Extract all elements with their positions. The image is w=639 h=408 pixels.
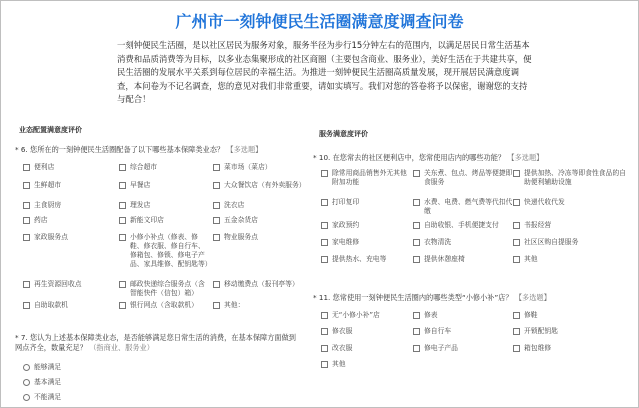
option-q7-3[interactable]: 不能满足 bbox=[23, 393, 113, 402]
checkbox[interactable] bbox=[213, 182, 220, 189]
checkbox[interactable] bbox=[213, 202, 220, 209]
checkbox[interactable] bbox=[513, 199, 520, 206]
radio[interactable] bbox=[23, 379, 30, 386]
intro-text: 一刻钟便民生活圈，是以社区居民为服务对象，服务半径为步行15分钟左右的范围内，以满足居民日常生活基本消费和品质消费等为目标，以多业态集聚形成的社区商圈（主要包含商业、服务业），美好生活在于共建共享，便民生活圈的发展水平关系到每位居民的幸福生活。为推进一刻钟便民生活圈高质量发展，现开展居民满意度调查，本问卷为不记名调查，您的意见对我们非常重要，请如实填写。我们对您的答卷将予以保密，谢谢您的支持与配合！ bbox=[117, 40, 532, 105]
question-10 bbox=[313, 153, 633, 163]
checkbox[interactable] bbox=[321, 328, 328, 335]
option-q6-13[interactable]: 家政服务点 bbox=[23, 233, 113, 242]
section-title-right: 服务满意度评价 bbox=[319, 130, 368, 138]
option-q11-1[interactable]: 无“小修小补”店 bbox=[321, 311, 409, 320]
option-q6-3[interactable]: 菜市场（菜店） bbox=[213, 163, 305, 172]
checkbox[interactable] bbox=[321, 256, 328, 263]
checkbox[interactable] bbox=[119, 234, 126, 241]
checkbox[interactable] bbox=[23, 202, 30, 209]
option-q10-5[interactable]: 水费、电费、燃气费等代扣代缴 bbox=[413, 198, 513, 216]
checkbox[interactable] bbox=[413, 312, 420, 319]
checkbox[interactable] bbox=[321, 345, 328, 352]
option-q11-4[interactable]: 修衣服 bbox=[321, 327, 409, 336]
checkbox[interactable] bbox=[321, 222, 328, 229]
option-q6-19[interactable]: 自助取款机 bbox=[23, 301, 113, 310]
option-q10-4[interactable]: 打印复印 bbox=[321, 198, 409, 207]
checkbox[interactable] bbox=[213, 164, 220, 171]
option-q10-7[interactable]: 家政预约 bbox=[321, 221, 409, 230]
option-q6-20[interactable]: 银行网点（含取款机） bbox=[119, 301, 209, 310]
option-q11-6[interactable]: 开锁配钥匙 bbox=[513, 327, 631, 336]
checkbox[interactable] bbox=[321, 312, 328, 319]
question-10-text: 在您常去的社区便利店中，您常使用店内的哪些功能？ bbox=[332, 153, 506, 162]
option-q6-15[interactable]: 物业服务点 bbox=[213, 233, 305, 242]
option-q6-16[interactable]: 再生资源回收点 bbox=[23, 280, 113, 289]
checkbox[interactable] bbox=[513, 239, 520, 246]
checkbox[interactable] bbox=[413, 199, 420, 206]
checkbox[interactable] bbox=[513, 222, 520, 229]
checkbox[interactable] bbox=[23, 164, 30, 171]
option-q10-14[interactable]: 提供休憩座椅 bbox=[413, 255, 513, 264]
checkbox[interactable] bbox=[321, 199, 328, 206]
option-q7-2[interactable]: 基本满足 bbox=[23, 378, 113, 387]
option-q6-9[interactable]: 洗衣店 bbox=[213, 201, 305, 210]
question-6 bbox=[15, 145, 305, 155]
checkbox[interactable] bbox=[119, 281, 126, 288]
option-q11-10[interactable]: 其他 bbox=[321, 360, 409, 369]
option-q11-3[interactable]: 修鞋 bbox=[513, 311, 631, 320]
option-q10-12[interactable]: 社区区购自提服务 bbox=[513, 238, 631, 247]
checkbox[interactable] bbox=[119, 217, 126, 224]
option-q6-12[interactable]: 五金杂货店 bbox=[213, 216, 305, 225]
checkbox[interactable] bbox=[513, 170, 520, 177]
option-q6-10[interactable]: 药店 bbox=[23, 216, 113, 225]
option-q11-8[interactable]: 修电子产品 bbox=[413, 344, 513, 353]
question-11 bbox=[313, 293, 633, 303]
question-11-text: 您常使用一刻钟便民生活圈内的哪些类型“小修小补”店？ bbox=[332, 293, 513, 302]
question-10-number: * 10. bbox=[313, 153, 331, 162]
option-q11-2[interactable]: 修表 bbox=[413, 311, 513, 320]
question-6-number: * 6. bbox=[15, 145, 28, 154]
checkbox[interactable] bbox=[119, 202, 126, 209]
option-q6-4[interactable]: 生鲜超市 bbox=[23, 181, 113, 190]
checkbox[interactable] bbox=[413, 239, 420, 246]
checkbox[interactable] bbox=[23, 281, 30, 288]
option-q6-21[interactable]: 其他： bbox=[213, 301, 305, 310]
checkbox[interactable] bbox=[213, 281, 220, 288]
option-q6-14[interactable]: 小修小补点（修表、修鞋、修衣服、修自行车、修箱包、修锁、修电子产品、家具维修、配钥匙等） bbox=[119, 233, 209, 269]
question-11-hint: 【多选题】 bbox=[514, 293, 551, 302]
checkbox[interactable] bbox=[513, 312, 520, 319]
checkbox[interactable] bbox=[513, 328, 520, 335]
checkbox[interactable] bbox=[23, 217, 30, 224]
option-q6-8[interactable]: 理发店 bbox=[119, 201, 209, 210]
checkbox[interactable] bbox=[413, 256, 420, 263]
checkbox[interactable] bbox=[413, 328, 420, 335]
question-7-hint: （指商业、服务业） bbox=[89, 343, 154, 352]
option-q10-6[interactable]: 快递代收代发 bbox=[513, 198, 631, 207]
checkbox[interactable] bbox=[213, 217, 220, 224]
checkbox[interactable] bbox=[321, 170, 328, 177]
checkbox[interactable] bbox=[23, 302, 30, 309]
option-q6-1[interactable]: 便利店 bbox=[23, 163, 113, 172]
checkbox[interactable] bbox=[413, 170, 420, 177]
question-10-hint: 【多选题】 bbox=[507, 153, 544, 162]
checkbox[interactable] bbox=[413, 345, 420, 352]
option-q10-13[interactable]: 提供热水、充电等 bbox=[321, 255, 409, 264]
question-11-number: * 11. bbox=[313, 293, 331, 302]
checkbox[interactable] bbox=[119, 182, 126, 189]
option-q11-9[interactable]: 箱包维修 bbox=[513, 344, 631, 353]
option-q6-7[interactable]: 主食厨房 bbox=[23, 201, 113, 210]
option-q10-10[interactable]: 家电维修 bbox=[321, 238, 409, 247]
section-title-left: 业态配置满意度评价 bbox=[19, 126, 82, 134]
option-q6-5[interactable]: 早餐店 bbox=[119, 181, 209, 190]
option-q10-2[interactable]: 关东煮、包点、烤品等便捷即食服务 bbox=[413, 169, 513, 187]
option-q10-15[interactable]: 其他 bbox=[513, 255, 631, 264]
checkbox[interactable] bbox=[213, 234, 220, 241]
option-q7-1[interactable]: 能够满足 bbox=[23, 363, 113, 372]
checkbox[interactable] bbox=[23, 234, 30, 241]
option-q6-11[interactable]: 新能文印店 bbox=[119, 216, 209, 225]
question-7 bbox=[15, 333, 303, 353]
option-q6-2[interactable]: 综合超市 bbox=[119, 163, 209, 172]
checkbox[interactable] bbox=[23, 182, 30, 189]
checkbox[interactable] bbox=[413, 222, 420, 229]
option-q10-11[interactable]: 衣物清洗 bbox=[413, 238, 513, 247]
checkbox[interactable] bbox=[513, 345, 520, 352]
checkbox[interactable] bbox=[119, 164, 126, 171]
question-7-number: * 7. bbox=[15, 333, 28, 342]
checkbox[interactable] bbox=[513, 256, 520, 263]
checkbox[interactable] bbox=[213, 302, 220, 309]
option-q6-18[interactable]: 移动缴费点（报刊亭等） bbox=[213, 280, 305, 289]
page-title: 广州市一刻钟便民生活圈满意度调查问卷 bbox=[175, 12, 464, 31]
question-6-text: 您所在的一刻钟便民生活圈配备了以下哪些基本保障类业态？ bbox=[30, 145, 225, 154]
option-q11-7[interactable]: 改衣服 bbox=[321, 344, 409, 353]
checkbox[interactable] bbox=[119, 302, 126, 309]
option-q10-1[interactable]: 除常用商品销售外无其他附加功能 bbox=[321, 169, 409, 187]
option-q6-6[interactable]: 大众餐饮店（有外卖服务） bbox=[213, 181, 305, 190]
question-6-hint: 【多选题】 bbox=[226, 145, 263, 154]
checkbox[interactable] bbox=[321, 361, 328, 368]
option-q11-5[interactable]: 修自行车 bbox=[413, 327, 513, 336]
radio[interactable] bbox=[23, 364, 30, 371]
checkbox[interactable] bbox=[321, 239, 328, 246]
option-q10-3[interactable]: 提供加热、冷冻等即食性食品的自助便利辅助设施 bbox=[513, 169, 631, 187]
option-q10-8[interactable]: 自助收银、手机便捷支付 bbox=[413, 221, 513, 230]
option-q10-9[interactable]: 书报经营 bbox=[513, 221, 631, 230]
option-q6-17[interactable]: 邮政快递综合服务点（含智能快件（信包）箱） bbox=[119, 280, 209, 298]
radio[interactable] bbox=[23, 394, 30, 401]
question-7-text: 您认为上述基本保障类业态，是否能够满足您日常生活的消费，在基本保障方面做到网点齐全，数量充足？ bbox=[15, 333, 296, 352]
